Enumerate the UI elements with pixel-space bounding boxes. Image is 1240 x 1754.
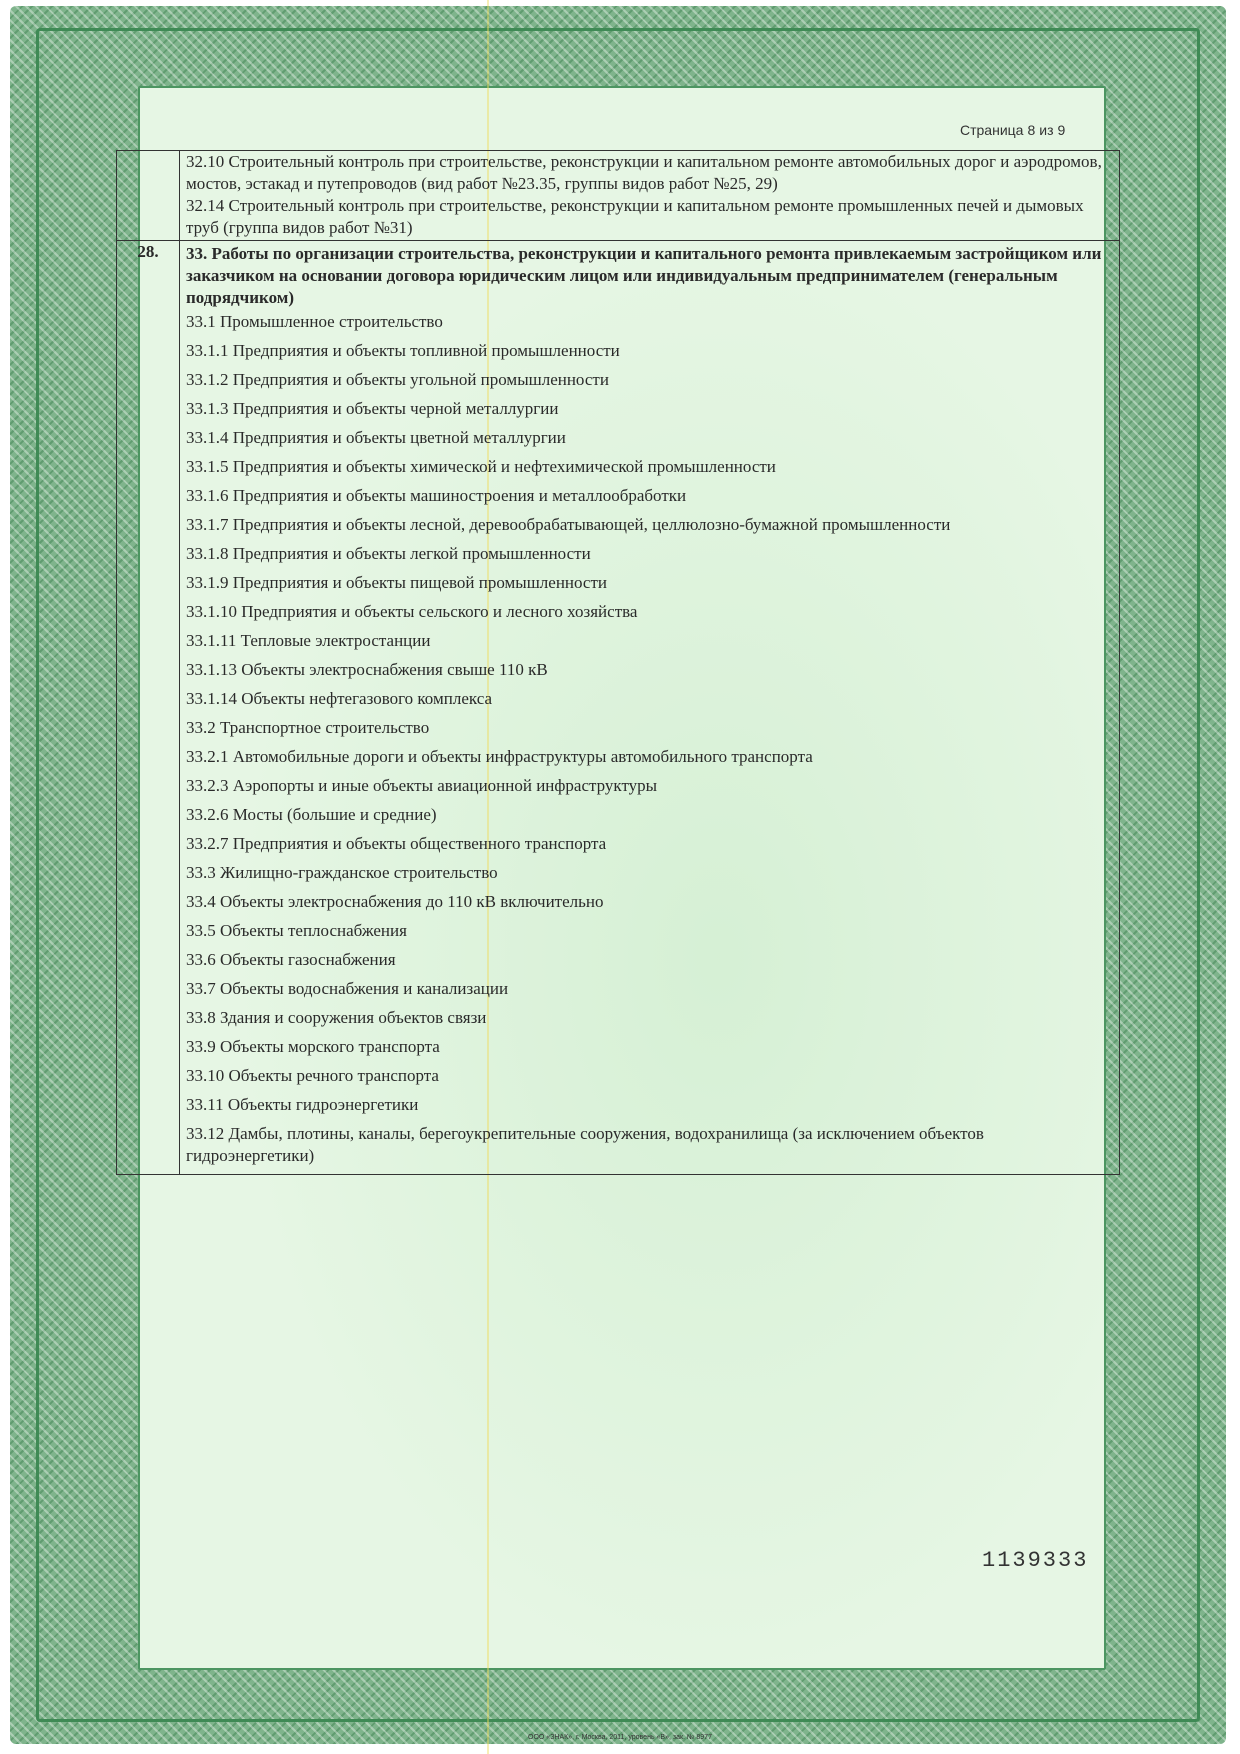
list-item: 33.6 Объекты газоснабжения: [186, 950, 396, 969]
list-item: 33.10 Объекты речного транспорта: [186, 1066, 439, 1085]
row-number: 28.: [117, 241, 180, 1175]
page-label: Страница: [960, 122, 1024, 138]
row-content: [180, 241, 1120, 1175]
list-item: 33.1.5 Предприятия и объекты химической и нефтехимической промышленности: [186, 457, 776, 476]
works-table: [116, 150, 1120, 1175]
list-item: 33.4 Объекты электроснабжения до 110 кВ включительно: [186, 892, 604, 911]
row-content: [180, 151, 1120, 241]
list-item: 33.1.14 Объекты нефтегазового комплекса: [186, 689, 492, 708]
list-item: 33.1.7 Предприятия и объекты лесной, деревообрабатывающей, целлюлозно-бумажной промышленности: [186, 515, 951, 534]
list-item: 33.1.8 Предприятия и объекты легкой промышленности: [186, 544, 591, 563]
list-item: 33.1.1 Предприятия и объекты топливной промышленности: [186, 341, 620, 360]
list-item: 33.1.11 Тепловые электростанции: [186, 631, 431, 650]
list-item: 33.12 Дамбы, плотины, каналы, берегоукрепительные сооружения, водохранилища (за исключением объектов гидроэнергетики): [186, 1124, 984, 1165]
list-item: 33.1.4 Предприятия и объекты цветной металлургии: [186, 428, 566, 447]
page-of: из: [1039, 122, 1054, 138]
list-item: 33.1.2 Предприятия и объекты угольной промышленности: [186, 370, 609, 389]
list-item: 33.1.9 Предприятия и объекты пищевой промышленности: [186, 573, 608, 592]
list-item: 33.11 Объекты гидроэнергетики: [186, 1095, 419, 1114]
list-item: 33.2.6 Мосты (большие и средние): [186, 805, 437, 824]
list-item: 33.8 Здания и сооружения объектов связи: [186, 1008, 487, 1027]
page-number: [960, 122, 1069, 138]
page-current: 8: [1027, 122, 1036, 138]
printer-note: ООО «ЗНАК», г. Москва, 2011, уровень «В», зак. № 8977: [528, 1734, 712, 1741]
list-item: 33.7 Объекты водоснабжения и канализации: [186, 979, 509, 998]
serial-number: 1139333: [982, 1548, 1089, 1573]
list-item: 33.2 Транспортное строительство: [186, 718, 430, 737]
row-number-empty: [117, 151, 180, 241]
page-total: 9: [1057, 122, 1066, 138]
list-item: 33.1.13 Объекты электроснабжения свыше 110 кВ: [186, 660, 548, 679]
table-row-continued: [117, 151, 1120, 241]
list-item: 33.1.3 Предприятия и объекты черной металлургии: [186, 399, 559, 418]
list-item: 33.1.10 Предприятия и объекты сельского и лесного хозяйства: [186, 602, 638, 621]
list-item: 32.14 Строительный контроль при строительстве, реконструкции и капитальном ремонте промышленных печей и дымовых труб (группа видов работ №31): [186, 196, 1084, 237]
list-item: 33.2.7 Предприятия и объекты общественного транспорта: [186, 834, 607, 853]
list-item: 33.2.3 Аэропорты и иные объекты авиационной инфраструктуры: [186, 776, 658, 795]
list-item: 33.5 Объекты теплоснабжения: [186, 921, 407, 940]
list-item: 33.1 Промышленное строительство: [186, 312, 443, 331]
items-list: [186, 311, 1113, 1167]
list-item: 33.9 Объекты морского транспорта: [186, 1037, 440, 1056]
row-heading: 33. Работы по организации строительства, реконструкции и капитального ремонта привлекаемым застройщиком или заказчиком на основании договора юридическим лицом или индивидуальным предпринимателем (генеральным подрядчиком): [186, 244, 1102, 307]
table-row-28: [117, 241, 1120, 1175]
list-item: 33.3 Жилищно-гражданское строительство: [186, 863, 498, 882]
list-item: 33.1.6 Предприятия и объекты машиностроения и металлообработки: [186, 486, 687, 505]
list-item: 33.2.1 Автомобильные дороги и объекты инфраструктуры автомобильного транспорта: [186, 747, 813, 766]
list-item: 32.10 Строительный контроль при строительстве, реконструкции и капитальном ремонте автомобильных дорог и аэродромов, мостов, эстакад и путепроводов (вид работ №23.35, группы видов работ №25, 29): [186, 152, 1102, 193]
